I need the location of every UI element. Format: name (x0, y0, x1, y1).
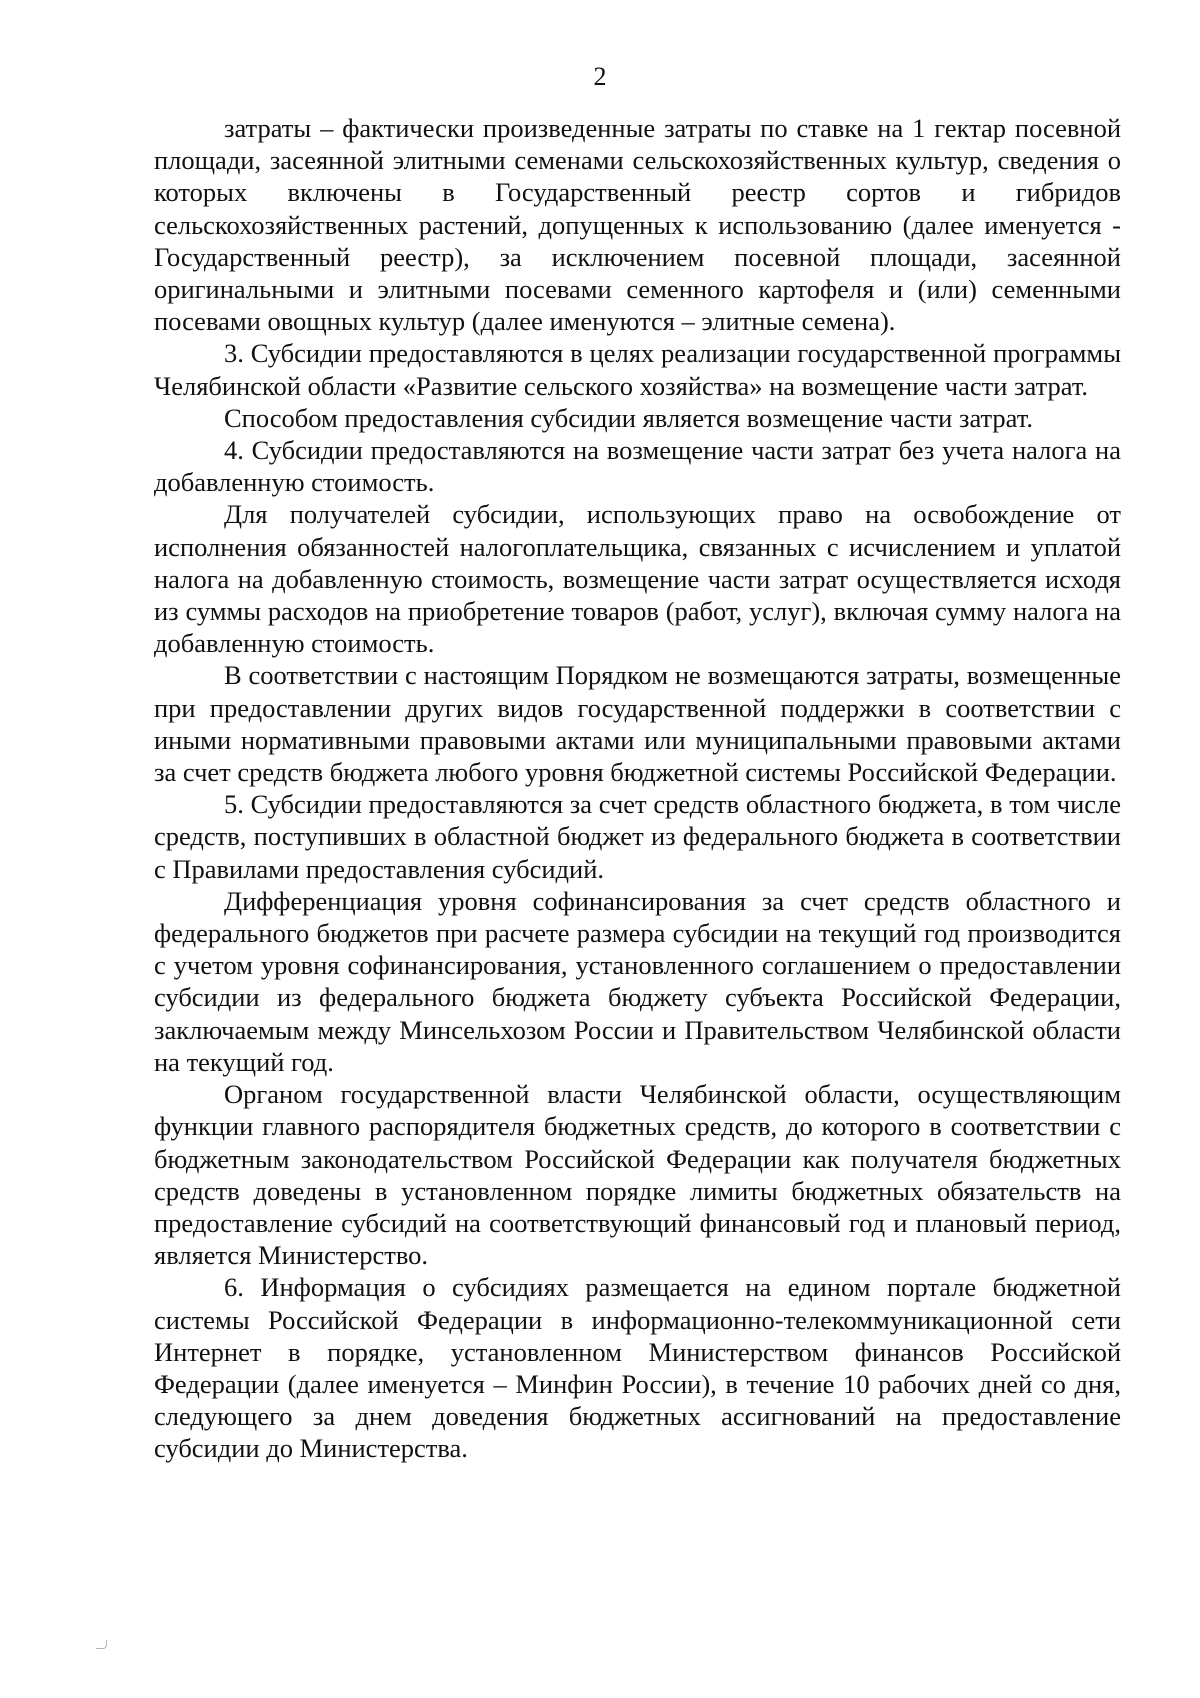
paragraph-method: Способом предоставления субсидии является возмещение части затрат. (224, 402, 1033, 433)
paragraph-vat-exempt: Для получателей субсидии, использующих право на освобождение от исполнения обязанностей налогоплательщика, связанных с исчислением и уплатой налога на добавленную стоимость, возмещение части затрат осуществляется исходя из суммы расходов на приобретение товаров (работ, услуг), включая сумму налога на добавленную стоимость. (154, 499, 1121, 659)
document-body (154, 112, 1121, 1465)
paragraph-5-funding: 5. Субсидии предоставляются за счет средств областного бюджета, в том числе средств, поступивших в областной бюджет из федерального бюджета в соответствии с Правилами предоставления субсидий. (154, 789, 1121, 884)
paragraph-authority: Органом государственной власти Челябинской области, осуществляющим функции главного распорядителя бюджетных средств, до которого в соответствии с бюджетным законодательством Российской Федерации как получателя бюджетных средств доведены в установленном порядке лимиты бюджетных обязательств на предоставление субсидий на соответствующий финансовый год и плановый период, является Министерство. (154, 1079, 1121, 1271)
paragraph-not-reimbursed: В соответствии с настоящим Порядком не возмещаются затраты, возмещенные при предоставлении других видов государственной поддержки в соответствии с иными нормативными правовыми актами или муниципальными правовыми актами за счет средств бюджета любого уровня бюджетной системы Российской Федерации. (154, 660, 1121, 788)
paragraph-4-vat: 4. Субсидии предоставляются на возмещение части затрат без учета налога на добавленную стоимость. (154, 435, 1121, 498)
paragraph-6-information: 6. Информация о субсидиях размещается на едином портале бюджетной системы Российской Федерации в информационно-телекоммуникационной сети Интернет в порядке, установленном Министерством финансов Российской Федерации (далее именуется – Минфин России), в течение 10 рабочих дней со дня, следующего за днем доведения бюджетных ассигнований на предоставление субсидии до Министерства. (154, 1272, 1121, 1464)
paragraph-3-purpose: 3. Субсидии предоставляются в целях реализации государственной программы Челябинской области «Развитие сельского хозяйства» на возмещение части затрат. (154, 338, 1121, 401)
scan-corner-mark (96, 1640, 107, 1649)
page-number: 2 (593, 62, 607, 91)
paragraph-costs-definition: затраты – фактически произведенные затраты по ставке на 1 гектар посевной площади, засеянной элитными семенами сельскохозяйственных культур, сведения о которых включены в Государственный реестр сортов и гибридов сельскохозяйственных растений, допущенных к использованию (далее именуется - Государственный реестр), за исключением посевной площади, засеянной оригинальными и элитными посевами семенного картофеля и (или) семенными посевами овощных культур (далее именуются – элитные семена). (154, 113, 1121, 337)
paragraph-cofinancing: Дифференциация уровня софинансирования за счет средств областного и федерального бюджетов при расчете размера субсидии на текущий год производится с учетом уровня софинансирования, установленного соглашением о предоставлении субсидии из федерального бюджета бюджету субъекта Российской Федерации, заключаемым между Минсельхозом России и Правительством Челябинской области на текущий год. (154, 885, 1121, 1077)
